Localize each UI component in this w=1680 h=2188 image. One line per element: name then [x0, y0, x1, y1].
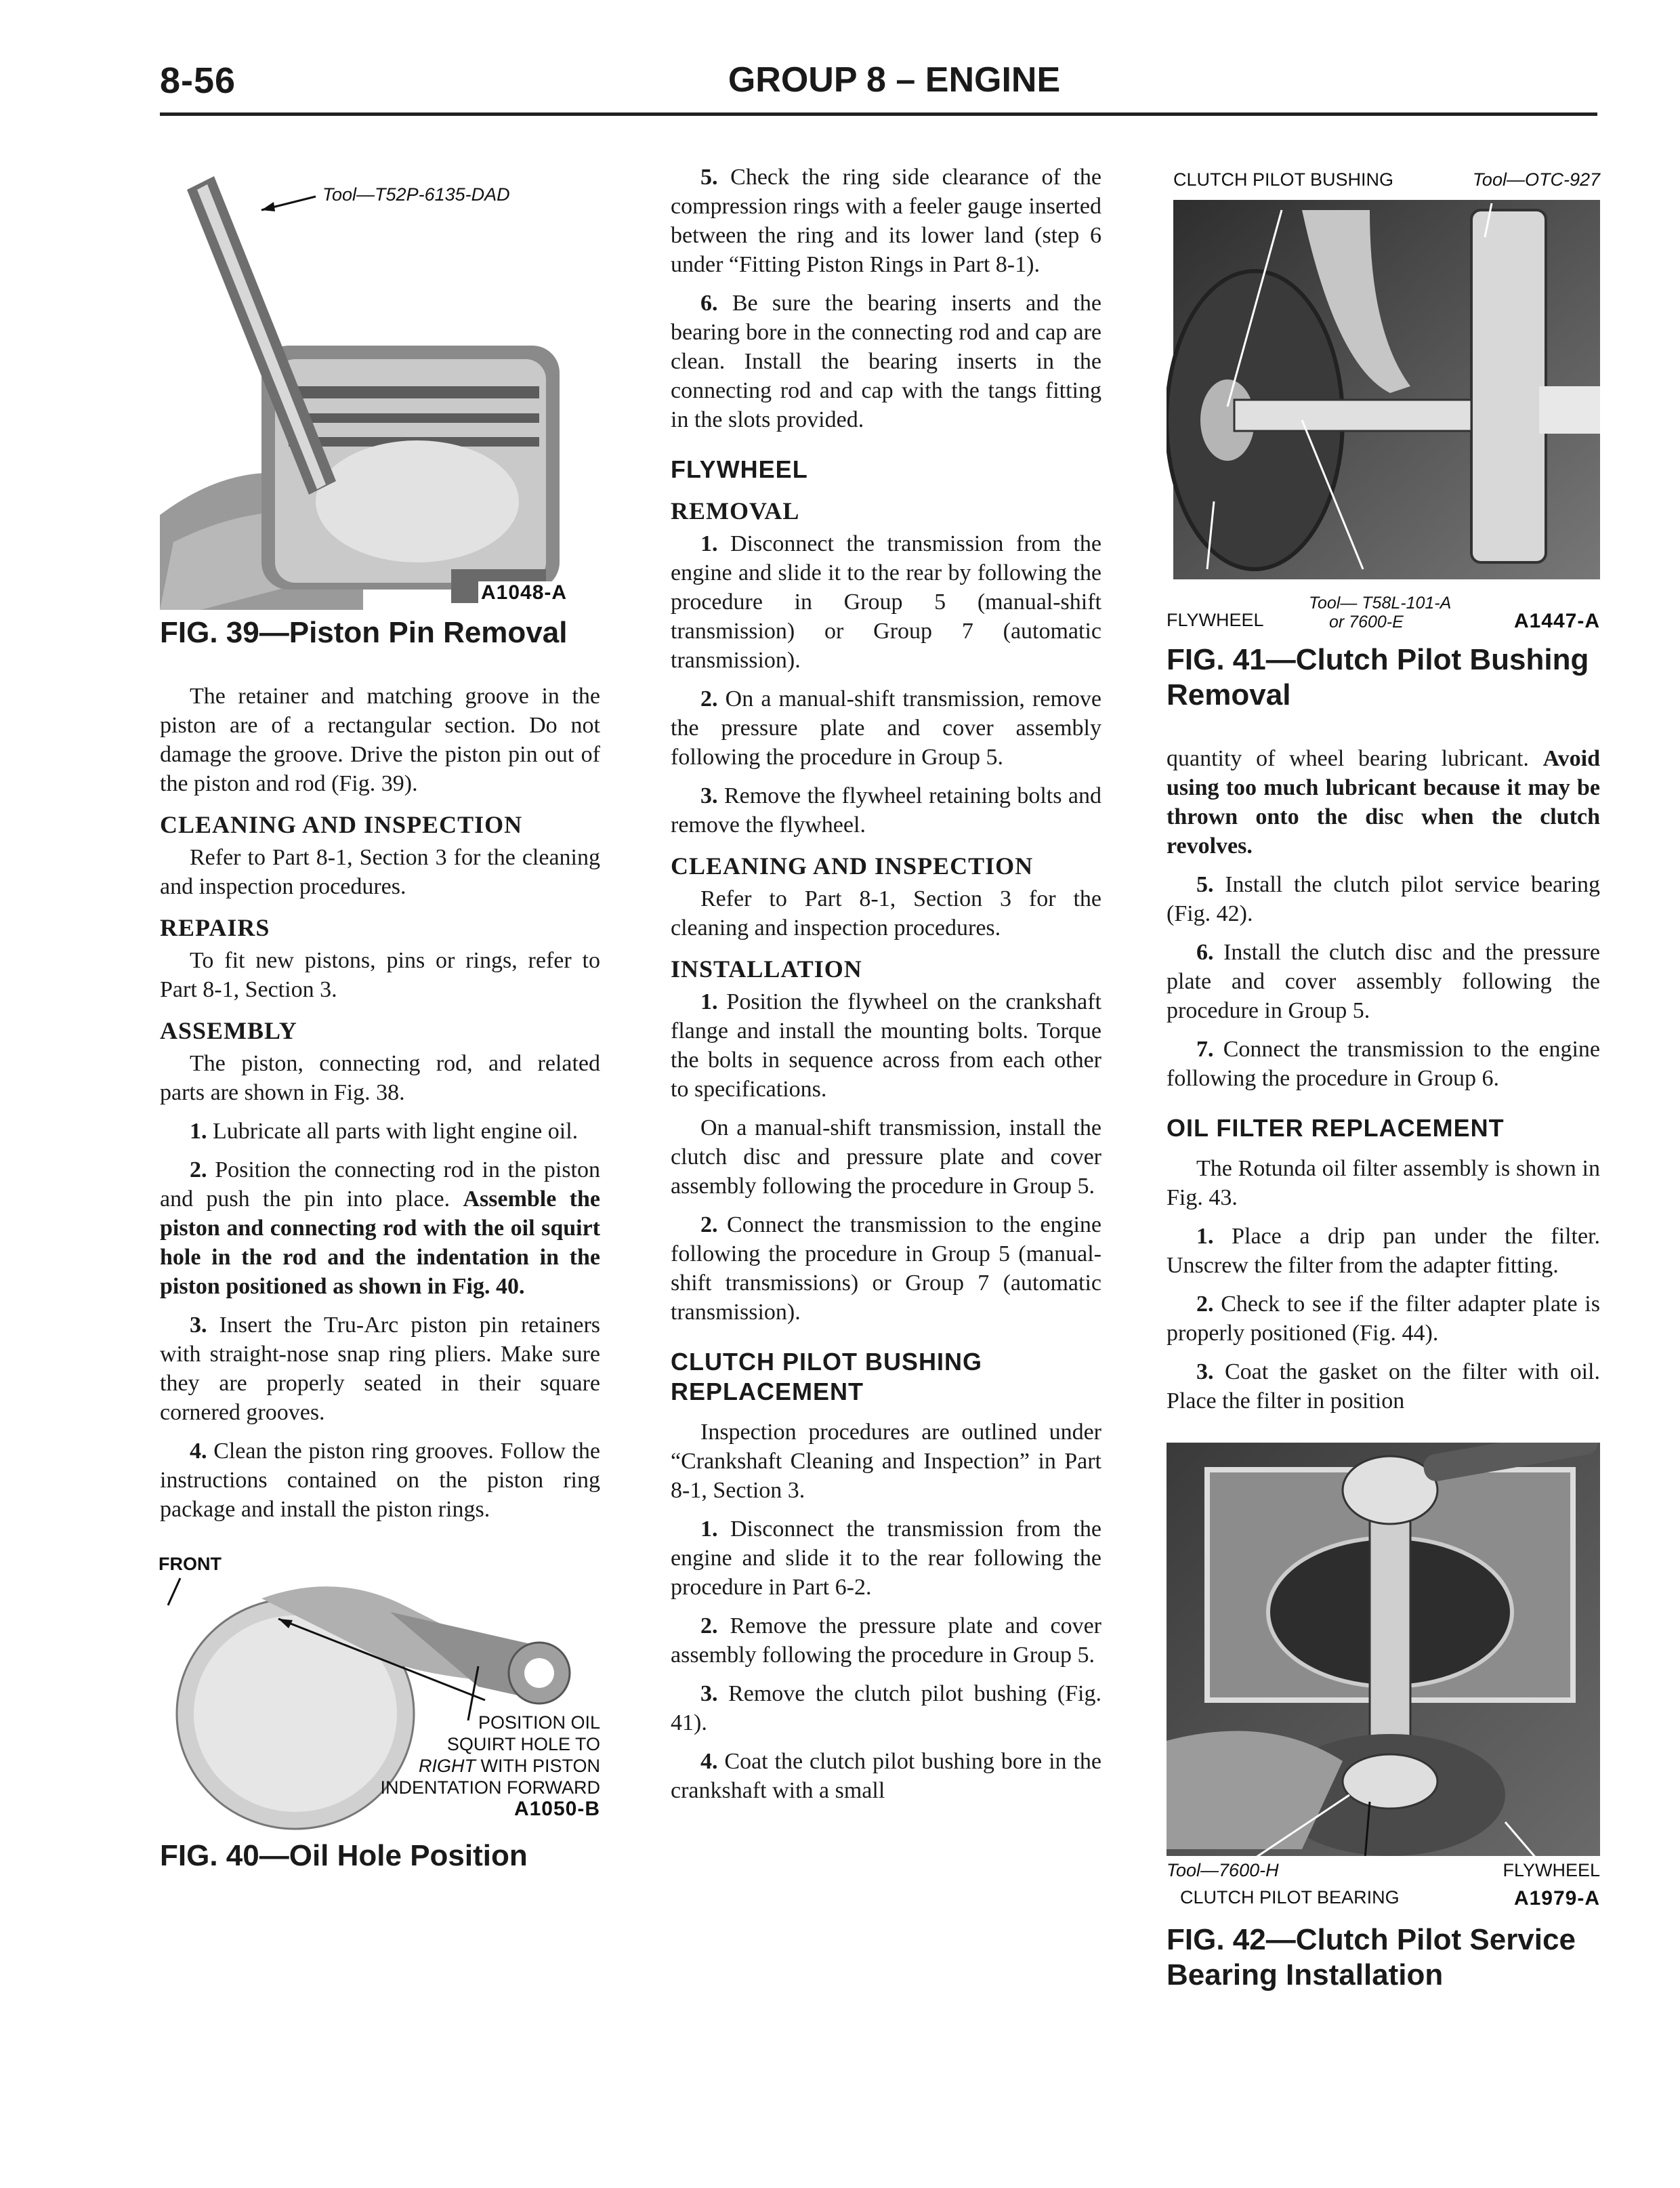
- column-2: [671, 163, 1101, 1815]
- figure-39: [160, 163, 600, 610]
- step-text: Coat the gasket on the filter with oil. Place the filter in position: [1167, 1359, 1601, 1413]
- fig40-front-label: FRONT: [159, 1554, 222, 1574]
- step-number: 1.: [700, 989, 718, 1014]
- fig39-caption: FIG. 39—Piston Pin Removal: [160, 616, 568, 649]
- clutch-pilot-bushing-removal-illustration: [1167, 163, 1600, 637]
- step-number: 1.: [700, 531, 718, 556]
- fig41-tool-bottom-label-1: Tool— T58L-101-A: [1309, 594, 1452, 613]
- lubricant-warning-text: Avoid using too much lubricant because it may be thrown onto the disc when the clutch revolves.: [1167, 746, 1601, 859]
- heading-cleaning-inspection-2: CLEANING AND INSPECTION: [671, 852, 1034, 880]
- fig40-note-line1: POSITION OIL: [478, 1712, 600, 1733]
- step-clutch-7: [1167, 1035, 1600, 1093]
- fig40-code: A1050-B: [513, 1798, 600, 1820]
- step-removal-1: [671, 529, 1101, 675]
- step-clutch-3: [671, 1679, 1101, 1737]
- fig39-code: A1048-A: [478, 581, 570, 604]
- step-text: Place a drip pan under the filter. Unscrew the filter from the adapter fitting.: [1167, 1224, 1600, 1278]
- heading-cleaning-inspection-1: CLEANING AND INSPECTION: [160, 811, 523, 838]
- step-assembly-2: [160, 1155, 600, 1301]
- step-number: 6.: [1196, 940, 1214, 965]
- paragraph-rotunda: The Rotunda oil filter assembly is shown in Fig. 43.: [1167, 1156, 1600, 1210]
- column-1: [160, 163, 600, 1905]
- heading-assembly: ASSEMBLY: [160, 1017, 297, 1044]
- step-oil-3: [1167, 1357, 1600, 1416]
- step-text: Clean the piston ring grooves. Follow the instructions contained on the piston ring package and install the piston rings.: [160, 1439, 601, 1522]
- step-text: Lubricate all parts with light engine oil.: [213, 1119, 579, 1144]
- fig40-note-line4: INDENTATION FORWARD: [380, 1777, 600, 1798]
- step-number: 4.: [190, 1439, 207, 1464]
- heading-oil-filter: OIL FILTER REPLACEMENT: [1167, 1114, 1505, 1142]
- paragraph-assembly: The piston, connecting rod, and related parts are shown in Fig. 38.: [160, 1051, 600, 1105]
- step-number: 2.: [190, 1157, 207, 1182]
- step-number: 4.: [700, 1749, 718, 1774]
- figure-41: [1167, 163, 1600, 637]
- heading-removal: REMOVAL: [671, 497, 800, 524]
- step-text: Coat the clutch pilot bushing bore in the crankshaft with a small: [671, 1749, 1101, 1803]
- step-removal-2: [671, 684, 1101, 772]
- step-installation-2: [671, 1210, 1101, 1327]
- step-oil-1: [1167, 1222, 1600, 1280]
- fig42-flywheel-label: FLYWHEEL: [1503, 1860, 1600, 1880]
- step-installation-1: [671, 987, 1101, 1104]
- step-number: 2.: [700, 686, 718, 711]
- fig40-note-with-piston: WITH PISTON: [475, 1756, 600, 1776]
- heading-flywheel: FLYWHEEL: [671, 455, 808, 483]
- step-text: Remove the clutch pilot bushing (Fig. 41).: [671, 1681, 1101, 1735]
- step-number: 3.: [190, 1313, 207, 1338]
- fig41-bushing-label: CLUTCH PILOT BUSHING: [1173, 169, 1394, 190]
- step-number: 3.: [700, 1681, 718, 1706]
- step-clutch-4: [671, 1747, 1101, 1805]
- step-assembly-1: [160, 1117, 600, 1146]
- clutch-pilot-bearing-installation-illustration: [1167, 1443, 1600, 1917]
- step-number: 2.: [700, 1613, 718, 1638]
- fig41-flywheel-label: FLYWHEEL: [1167, 610, 1264, 630]
- step-number: 3.: [1196, 1359, 1214, 1384]
- step-text: Remove the flywheel retaining bolts and remove the flywheel.: [671, 783, 1102, 838]
- step-number: 6.: [700, 291, 718, 316]
- paragraph-cleaning-2: Refer to Part 8-1, Section 3 for the cleaning and inspection procedures.: [671, 886, 1101, 941]
- step-text: Check the ring side clearance of the compression rings with a feeler gauge inserted between the ring and its lower land (step 6 under “Fitting Piston Rings in Part 8-1).: [671, 165, 1102, 277]
- step-text: Be sure the bearing inserts and the bearing bore in the connecting rod and cap are clean. Install the bearing inserts in the connecting rod and cap with the tangs fitting in the slots provided.: [671, 291, 1102, 432]
- fig40-note-line3: [419, 1756, 600, 1777]
- piston-pin-removal-illustration: [160, 163, 600, 610]
- fig40-caption: FIG. 40—Oil Hole Position: [160, 1839, 528, 1872]
- step-clutch-2: [671, 1611, 1101, 1670]
- step-assembly-3: [160, 1310, 600, 1427]
- step-removal-3: [671, 781, 1101, 840]
- step-text: Connect the transmission to the engine following the procedure in Group 6.: [1167, 1037, 1601, 1091]
- step-6-bearing-inserts: [671, 289, 1101, 434]
- step-number: 2.: [1196, 1292, 1214, 1317]
- step-text: Insert the Tru-Arc piston pin retainers with straight-nose snap ring pliers. Make sure they are properly seated in their square cornered grooves.: [160, 1313, 600, 1425]
- fig41-tool-bottom-label-2: or 7600-E: [1329, 613, 1404, 632]
- step-assembly-4: [160, 1437, 600, 1524]
- fig41-tool-top-label: Tool—OTC-927: [1472, 169, 1600, 190]
- step-warning-text: Assemble the piston and connecting rod with the oil squirt hole in the rod and the indentation in the piston positioned as shown in Fig. 40.: [160, 1186, 601, 1299]
- step-number: 1.: [1196, 1224, 1214, 1249]
- step-oil-2: [1167, 1289, 1600, 1348]
- step-text: Position the flywheel on the crankshaft flange and install the mounting bolts. Torque the bolts in sequence across from each other to specifications.: [671, 989, 1101, 1102]
- paragraph-retainer: The retainer and matching groove in the piston are of a rectangular section. Do not damage the groove. Drive the piston pin out of the piston and rod (Fig. 39).: [160, 684, 600, 796]
- fig42-tool-label: Tool—7600-H: [1167, 1860, 1279, 1880]
- header-rule: [160, 112, 1597, 116]
- step-number: 2.: [700, 1212, 718, 1237]
- step-text: Check to see if the filter adapter plate is properly positioned (Fig. 44).: [1167, 1292, 1600, 1346]
- step-number: 1.: [190, 1119, 207, 1144]
- heading-clutch-pilot-bushing: CLUTCH PILOT BUSHING REPLACEMENT: [671, 1348, 982, 1405]
- fig42-bearing-label: CLUTCH PILOT BEARING: [1180, 1887, 1400, 1907]
- paragraph-repairs: To fit new pistons, pins or rings, refer to Part 8-1, Section 3.: [160, 948, 600, 1002]
- step-clutch-6: [1167, 938, 1600, 1025]
- page-title: GROUP 8 – ENGINE: [728, 60, 1061, 100]
- fig42-caption: FIG. 42—Clutch Pilot Service Bearing Installation: [1167, 1923, 1576, 1991]
- paragraph-lubricant: [1167, 744, 1600, 861]
- page-number: 8-56: [160, 60, 236, 101]
- fig41-code: A1447-A: [1513, 610, 1600, 632]
- column-3: [1167, 163, 1600, 2024]
- fig40-note-right: RIGHT: [418, 1756, 476, 1776]
- step-number: 7.: [1196, 1037, 1214, 1062]
- lubricant-text: quantity of wheel bearing lubricant.: [1167, 746, 1529, 771]
- step-clutch-5: [1167, 870, 1600, 928]
- heading-repairs: REPAIRS: [160, 914, 270, 941]
- paragraph-inspection: Inspection procedures are outlined under “Crankshaft Cleaning and Inspection” in Part 8-1, Section 3.: [671, 1420, 1101, 1503]
- step-text: Install the clutch disc and the pressure plate and cover assembly following the procedure in Group 5.: [1167, 940, 1601, 1023]
- heading-installation: INSTALLATION: [671, 955, 862, 983]
- step-clutch-1: [671, 1514, 1101, 1602]
- step-text: Connect the transmission to the engine following the procedure in Group 5 (manual-shift transmissions) or Group 7 (automatic transmission).: [671, 1212, 1101, 1325]
- step-5-ring-clearance: [671, 163, 1101, 279]
- step-number: 1.: [700, 1516, 718, 1542]
- step-number: 3.: [700, 783, 718, 808]
- step-number: 5.: [700, 165, 718, 190]
- step-number: 5.: [1196, 872, 1214, 897]
- step-text: Position the connecting rod in the piston and push the pin into place.: [160, 1157, 600, 1212]
- fig42-code: A1979-A: [1513, 1887, 1600, 1910]
- step-text: Remove the pressure plate and cover assembly following the procedure in Group 5.: [671, 1613, 1101, 1668]
- paragraph-cleaning-1: Refer to Part 8-1, Section 3 for the cleaning and inspection procedures.: [160, 845, 600, 899]
- paragraph-manual-shift: On a manual-shift transmission, install the clutch disc and pressure plate and cover assembly following the procedure in Group 5.: [671, 1115, 1101, 1199]
- step-text: Disconnect the transmission from the engine and slide it to the rear by following the procedure in Group 5 (manual-shift transmission) or Group 7 (automatic transmission).: [671, 531, 1101, 673]
- step-text: Install the clutch pilot service bearing (Fig. 42).: [1167, 872, 1601, 926]
- step-text: Disconnect the transmission from the engine and slide it to the rear following the procedure in Part 6-2.: [671, 1516, 1101, 1600]
- step-text: On a manual-shift transmission, remove the pressure plate and cover assembly following the procedure in Group 5.: [671, 686, 1101, 770]
- figure-40: [160, 1544, 600, 1836]
- figure-42: [1167, 1443, 1600, 1917]
- fig40-note-line2: SQUIRT HOLE TO: [446, 1734, 600, 1754]
- fig41-caption: FIG. 41—Clutch Pilot Bushing Removal: [1167, 643, 1589, 711]
- fig39-tool-label: Tool—T52P-6135-DAD: [322, 184, 510, 205]
